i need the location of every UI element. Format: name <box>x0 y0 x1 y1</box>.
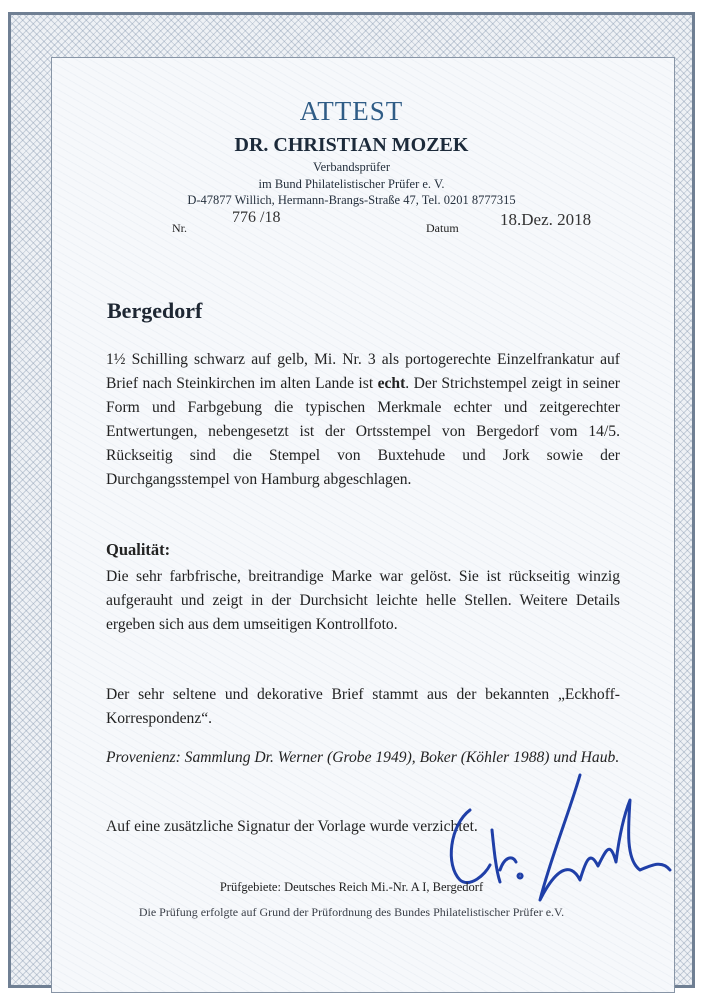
description-text-2: . Der Strichstempel zeigt in seiner Form und Farbgebung die typischen Merkmale echter und zeitgerechter Entwertungen, nebengesetzt ist der Ortsstempel von Bergedorf vom 14/5. Rückseitig sind die Stempel von Buxtehude und Jork sowie der Durchgangsstempel von Hamburg abgeschlagen. <box>106 375 620 488</box>
signature-note-paragraph: Auf eine zusätzliche Signatur der Vorlage wurde verzichtet. <box>106 818 478 835</box>
certificate-date-label: Datum <box>426 221 459 235</box>
description-text-1: 1½ Schilling schwarz auf gelb, Mi. Nr. 3 als portogerechte Einzelfrankatur auf Brief nach Steinkirchen im alten Lande ist <box>106 351 620 392</box>
examiner-role: Verbandsprüfer <box>312 160 391 174</box>
examination-rules-note: Die Prüfung erfolgte auf Grund der Prüfordnung des Bundes Philatelistischer Prüfer e.V. <box>138 905 565 919</box>
provenance-paragraph: Provenienz: Sammlung Dr. Werner (Grobe 1949), Boker (Köhler 1988) und Haub. <box>106 749 620 766</box>
examiner-address: D-47877 Willich, Hermann-Brangs-Straße 47, Tel. 0201 8777315 <box>187 193 516 207</box>
examiner-name: DR. CHRISTIAN MOZEK <box>234 134 469 156</box>
rarity-paragraph: Der sehr seltene und dekorative Brief stammt aus der bekannten „Eckhoff-Korrespondenz“. <box>106 686 620 727</box>
examination-areas: Prüfgebiete: Deutsches Reich Mi.-Nr. A I, Bergedorf <box>219 880 484 894</box>
certificate-number: 776 /18 <box>232 209 281 226</box>
quality-heading: Qualität: <box>106 540 171 559</box>
certificate-date: 18.Dez. 2018 <box>500 210 592 229</box>
certificate-title: ATTEST <box>299 96 404 126</box>
certificate-number-label: Nr. <box>172 221 187 235</box>
item-heading: Bergedorf <box>107 298 203 323</box>
quality-paragraph: Die sehr farbfrische, breitrandige Marke war gelöst. Sie ist rückseitig winzig aufgerauht und zeigt in der Durchsicht leichte helle Stellen. Weitere Details ergeben sich aus dem umseitigen Kontrollfoto. <box>106 568 620 633</box>
authenticity-verdict: echt <box>377 375 406 392</box>
description-paragraph <box>106 348 620 492</box>
examiner-association: im Bund Philatelistischer Prüfer e. V. <box>258 177 445 191</box>
